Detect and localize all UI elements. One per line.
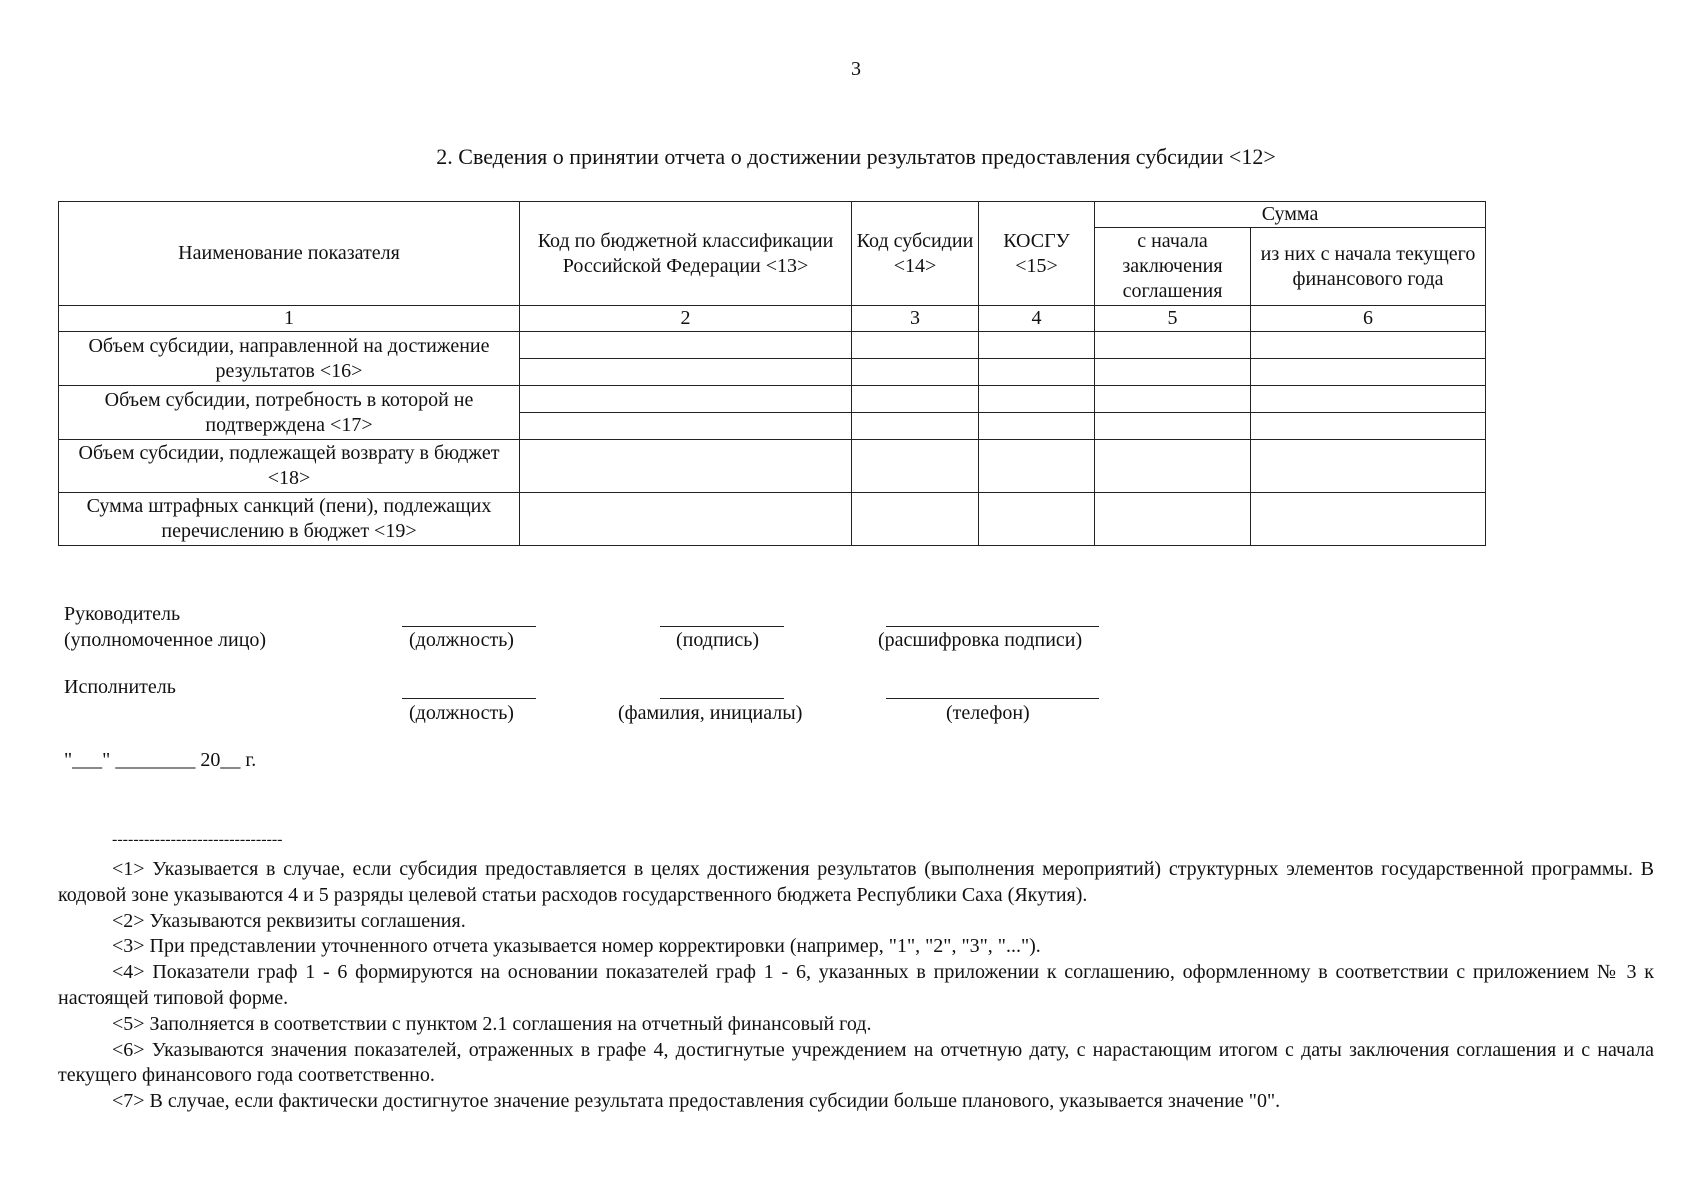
table-cell[interactable] [1251, 493, 1486, 546]
table-cell[interactable] [979, 359, 1095, 386]
row-label: Объем субсидии, подлежащей возврату в бюджет <18> [59, 440, 520, 493]
column-numbers-row [59, 306, 1486, 332]
executor-position-line[interactable] [402, 698, 536, 699]
table-cell[interactable] [1251, 332, 1486, 359]
header-bk-code: Код по бюджетной классификации Российской Федерации <13> [520, 202, 852, 306]
head-decoding-line[interactable] [886, 626, 1099, 627]
table-cell[interactable] [520, 413, 852, 440]
table-cell[interactable] [1251, 440, 1486, 493]
row-label: Сумма штрафных санкций (пени), подлежащих перечислению в бюджет <19> [59, 493, 520, 546]
table-cell[interactable] [852, 440, 979, 493]
table-cell[interactable] [1251, 359, 1486, 386]
executor-name-line[interactable] [660, 698, 784, 699]
head-position-line[interactable] [402, 626, 536, 627]
footnotes [58, 857, 1654, 1115]
footnote-separator: -------------------------------- [112, 831, 283, 848]
executor-phone-caption: (телефон) [946, 702, 1030, 724]
table-cell[interactable] [520, 386, 852, 413]
section-title: 2. Сведения о принятии отчета о достижении результатов предоставления субсидии <12> [436, 144, 1276, 169]
column-number: 1 [59, 306, 520, 332]
column-number: 2 [520, 306, 852, 332]
executor-label: Исполнитель [64, 676, 176, 698]
table-row [59, 332, 1486, 359]
column-number: 6 [1251, 306, 1486, 332]
table-cell[interactable] [852, 493, 979, 546]
table-cell[interactable] [979, 440, 1095, 493]
executor-phone-line[interactable] [886, 698, 1099, 699]
table-cell[interactable] [979, 332, 1095, 359]
table-cell[interactable] [852, 332, 979, 359]
footnote: <2> Указываются реквизиты соглашения. [112, 909, 466, 932]
footnote: <5> Заполняется в соответствии с пунктом 2.1 соглашения на отчетный финансовый год. [112, 1012, 872, 1035]
head-label: Руководитель [64, 603, 181, 625]
table-cell[interactable] [1095, 493, 1251, 546]
head-decoding-caption: (расшифровка подписи) [878, 629, 1083, 651]
table-row [59, 440, 1486, 493]
table-cell[interactable] [1251, 386, 1486, 413]
header-sum: Сумма [1095, 202, 1486, 228]
head-signature-line[interactable] [660, 626, 784, 627]
table-cell[interactable] [1095, 440, 1251, 493]
table-cell[interactable] [520, 332, 852, 359]
report-table [58, 201, 1486, 546]
date-line: "___" ________ 20__ г. [64, 749, 257, 771]
row-label: Объем субсидии, потребность в которой не подтверждена <17> [59, 386, 520, 440]
table-cell[interactable] [979, 386, 1095, 413]
footnote: <1> Указывается в случае, если субсидия предоставляется в целях достижения результатов (выполнения мероприятий) структурных элементов государственной программы. В кодовой зоне указываются 4 и 5 разряды целевой статьи расходов государственного бюджета Республики Саха (Якутия). [58, 858, 1654, 906]
header-sum-this-year: из них с начала текущего финансового года [1251, 228, 1486, 306]
column-number: 3 [852, 306, 979, 332]
row-label: Объем субсидии, направленной на достижение результатов <16> [59, 332, 520, 386]
table-cell[interactable] [1095, 359, 1251, 386]
column-number: 4 [979, 306, 1095, 332]
table-cell[interactable] [1095, 413, 1251, 440]
footnote: <4> Показатели граф 1 - 6 формируются на основании показателей граф 1 - 6, указанных в приложении к соглашению, оформленному в соответствии с приложением № 3 к настоящей типовой форме. [58, 961, 1654, 1009]
footnote: <3> При представлении уточненного отчета указывается номер корректировки (например, "1", "2", "3", "..."). [112, 935, 1041, 958]
head-position-caption: (должность) [409, 629, 514, 651]
table-cell[interactable] [1095, 332, 1251, 359]
footnote: <7> В случае, если фактически достигнутое значение результата предоставления субсидии больше планового, указывается значение "0". [112, 1090, 1281, 1113]
executor-name-caption: (фамилия, инициалы) [618, 702, 803, 724]
page-number: 3 [851, 58, 861, 80]
table-cell[interactable] [852, 413, 979, 440]
footnote: <6> Указываются значения показателей, отраженных в графе 4, достигнутые учреждением на отчетную дату, с нарастающим итогом с даты заключения соглашения и с начала текущего финансового года соответственно. [58, 1038, 1654, 1087]
header-subsidy-code: Код субсидии <14> [852, 202, 979, 306]
head-signature-caption: (подпись) [676, 629, 760, 651]
table-cell[interactable] [520, 440, 852, 493]
table-cell[interactable] [852, 386, 979, 413]
head-label-authorized: (уполномоченное лицо) [64, 629, 267, 651]
header-kosgu: КОСГУ <15> [979, 202, 1095, 306]
table-cell[interactable] [852, 359, 979, 386]
table-cell[interactable] [1251, 413, 1486, 440]
table-cell[interactable] [520, 359, 852, 386]
table-cell[interactable] [979, 413, 1095, 440]
table-cell[interactable] [979, 493, 1095, 546]
table-row [59, 386, 1486, 413]
table-cell[interactable] [520, 493, 852, 546]
header-name: Наименование показателя [59, 202, 520, 306]
table-cell[interactable] [1095, 386, 1251, 413]
column-number: 5 [1095, 306, 1251, 332]
header-sum-from-start: с начала заключения соглашения [1095, 228, 1251, 306]
executor-position-caption: (должность) [409, 702, 514, 724]
table-row [59, 493, 1486, 546]
